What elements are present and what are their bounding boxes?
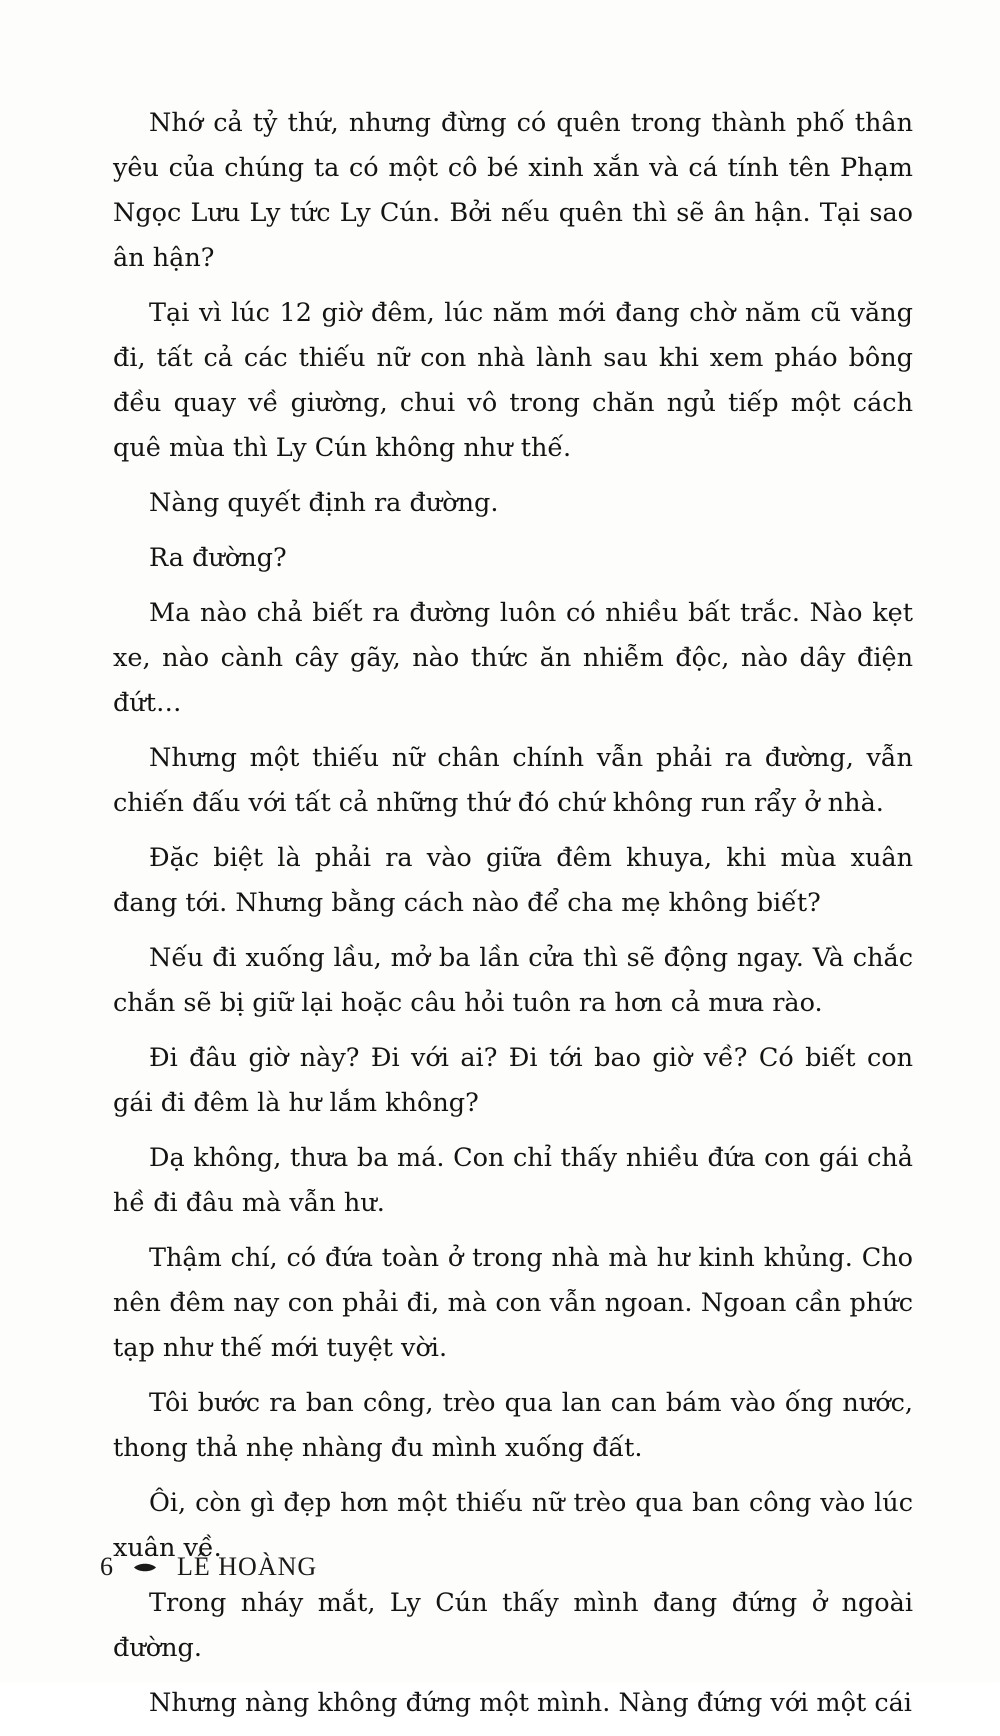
author-name: LÊ HOÀNG xyxy=(177,1552,318,1581)
paragraph-15: Nhưng nàng không đứng một mình. Nàng đứng với một cái xyxy=(149,1688,912,1718)
paragraph-4: Ra đường? xyxy=(149,543,287,573)
paragraph-6: Nhưng một thiếu nữ chân chính vẫn phải ra đường, vẫn chiến đấu với tất cả những thứ đó chứ không run rẩy ở nhà. xyxy=(113,743,913,818)
paragraph-7: Đặc biệt là phải ra vào giữa đêm khuya, khi mùa xuân đang tới. Nhưng bằng cách nào để cha mẹ không biết? xyxy=(113,843,913,918)
paragraph-10: Dạ không, thưa ba má. Con chỉ thấy nhiều đứa con gái chả hề đi đâu mà vẫn hư. xyxy=(113,1143,913,1218)
paragraph-12: Tôi bước ra ban công, trèo qua lan can bám vào ống nước, thong thả nhẹ nhàng đu mình xuống đất. xyxy=(113,1388,913,1463)
paragraph-5: Ma nào chả biết ra đường luôn có nhiều bất trắc. Nào kẹt xe, nào cành cây gãy, nào thức ăn nhiễm độc, nào dây điện đứt… xyxy=(113,598,913,718)
page-footer xyxy=(100,1547,317,1587)
paragraph-1: Nhớ cả tỷ thứ, nhưng đừng có quên trong thành phố thân yêu của chúng ta có một cô bé xinh xắn và cá tính tên Phạm Ngọc Lưu Ly tức Ly Cún. Bởi nếu quên thì sẽ ân hận. Tại sao ân hận? xyxy=(113,108,913,273)
paragraph-11: Thậm chí, có đứa toàn ở trong nhà mà hư kinh khủng. Cho nên đêm nay con phải đi, mà con vẫn ngoan. Ngoan cần phức tạp như thế mới tuyệt vời. xyxy=(113,1243,913,1363)
paragraph-8: Nếu đi xuống lầu, mở ba lần cửa thì sẽ động ngay. Và chắc chắn sẽ bị giữ lại hoặc câu hỏi tuôn ra hơn cả mưa rào. xyxy=(113,943,913,1018)
paragraph-3: Nàng quyết định ra đường. xyxy=(149,488,499,518)
page-number: 6 xyxy=(100,1552,113,1581)
paragraph-9: Đi đâu giờ này? Đi với ai? Đi tới bao giờ về? Có biết con gái đi đêm là hư lắm không? xyxy=(113,1043,913,1118)
paragraph-14: Trong nháy mắt, Ly Cún thấy mình đang đứng ở ngoài đường. xyxy=(113,1588,913,1663)
body-text xyxy=(113,101,913,1736)
leaf-ornament-icon xyxy=(133,1563,157,1572)
paragraph-2: Tại vì lúc 12 giờ đêm, lúc năm mới đang chờ năm cũ văng đi, tất cả các thiếu nữ con nhà lành sau khi xem pháo bông đều quay về giường, chui vô trong chăn ngủ tiếp một cách quê mùa thì Ly Cún không như thế. xyxy=(113,298,913,463)
paragraph-13: Ôi, còn gì đẹp hơn một thiếu nữ trèo qua ban công vào lúc xuân về. xyxy=(113,1488,913,1563)
